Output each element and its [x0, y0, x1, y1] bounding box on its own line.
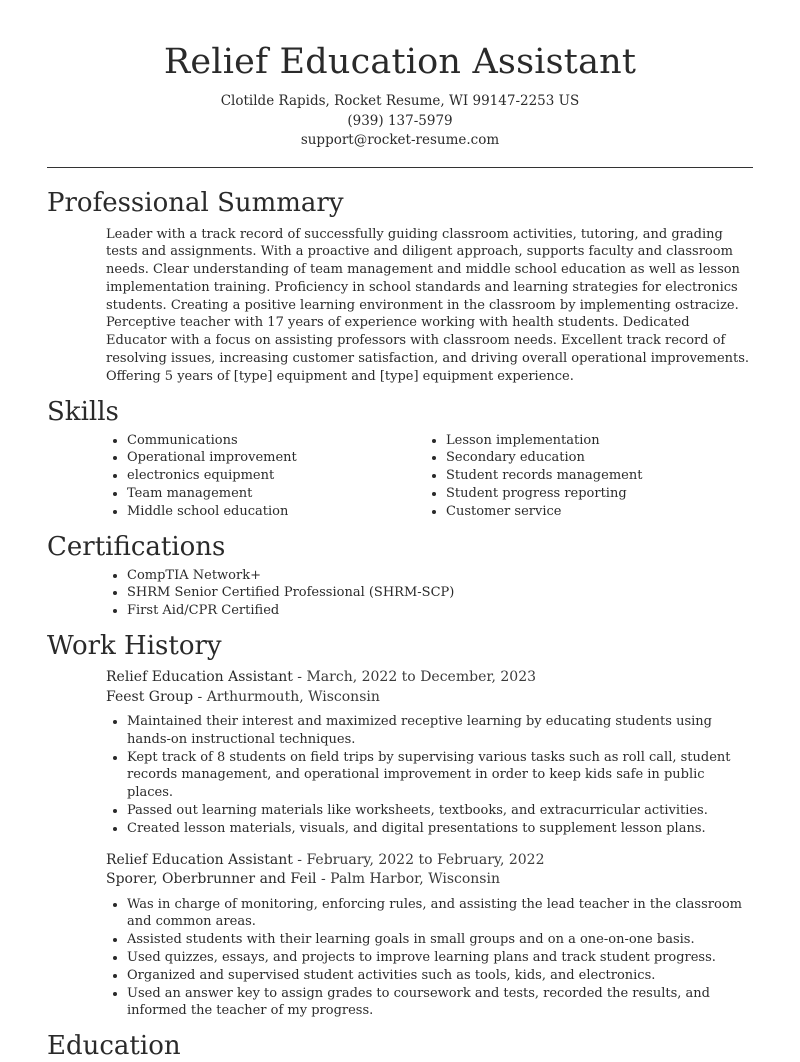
job-bullet: • Used an answer key to assign grades to coursework and tests, recorded the results, and informed the teacher of my progress. [127, 985, 753, 1021]
contact-address: Clotilde Rapids, Rocket Resume, WI 99147-2253 US [220, 93, 580, 109]
job-bullet: • Was in charge of monitoring, enforcing rules, and assisting the lead teacher in the classroom and common areas. [127, 896, 753, 932]
certifications-heading: Certifications [47, 531, 226, 562]
job-title-line [106, 851, 753, 871]
contact-phone: (939) 137-5979 [347, 112, 453, 129]
job-bullet: • Passed out learning materials like worksheets, textbooks, and extracurricular activities. [127, 802, 753, 820]
work-history-heading: Work History [47, 631, 222, 662]
job-dates: - February, 2022 to February, 2022 [292, 851, 545, 868]
header-divider [47, 167, 753, 168]
job-bullets [47, 896, 753, 1021]
job-title: Relief Education Assistant [106, 669, 293, 686]
certification-item: • CompTIA Network+ [127, 567, 753, 585]
job-bullets [47, 713, 753, 838]
job-company: Feest Group [106, 688, 194, 705]
job-dates: - March, 2022 to December, 2023 [292, 669, 537, 686]
skills-heading: Skills [47, 396, 119, 427]
job-title: Relief Education Assistant [106, 851, 293, 868]
job-bullet: • Maintained their interest and maximized receptive learning by educating students using hands-on instructional techniques. [127, 713, 753, 749]
skill-item: • electronics equipment [127, 467, 425, 485]
education-heading: Education [47, 1031, 181, 1062]
skill-item: • Operational improvement [127, 449, 425, 467]
skills-column-right [425, 432, 744, 521]
job-bullet: • Used quizzes, essays, and projects to improve learning plans and track student progress. [127, 949, 753, 967]
certification-item: • First Aid/CPR Certified [127, 602, 753, 620]
skill-item: • Student progress reporting [446, 485, 744, 503]
skill-item: • Communications [127, 432, 425, 450]
skills-column-left [106, 432, 425, 521]
skill-item: • Student records management [446, 467, 744, 485]
job-employer-line [106, 870, 753, 890]
skill-item: • Team management [127, 485, 425, 503]
job-employer-line [106, 688, 753, 708]
summary-heading: Professional Summary [47, 187, 344, 218]
job-title-line [106, 668, 753, 688]
skill-item: • Secondary education [446, 449, 744, 467]
summary-text: Leader with a track record of successfully guiding classroom activities, tutoring, and grading tests and assignments. With a proactive and diligent approach, supports faculty and classroom needs. Clear understanding of team management and middle school education as well as lesson implementation training. Proficiency in school standards and learning strategies for electronics students. Creating a positive learning environment in the classroom by implementing ostracize. Perceptive teacher with 17 years of experience working with health students. Dedicated Educator with a focus on assisting professors with classroom needs. Excellent track record of resolving issues, increasing customer satisfaction, and driving overall operational improvements. Offering 5 years of [type] equipment and [type] equipment experience. [106, 226, 750, 384]
certification-item: • SHRM Senior Certified Professional (SHRM-SCP) [127, 584, 753, 602]
job-location: - Palm Harbor, Wisconsin [316, 871, 500, 888]
skill-item: • Customer service [446, 503, 744, 521]
job-bullet: • Assisted students with their learning goals in small groups and on a one-on-one basis. [127, 931, 753, 949]
job-bullet: • Kept track of 8 students on field trips by supervising various tasks such as roll call, student records management, and operational improvement in order to keep kids safe in public places. [127, 749, 753, 802]
job-bullet: • Organized and supervised student activities such as tools, kids, and electronics. [127, 967, 753, 985]
contact-email[interactable]: support@rocket-resume.com [300, 132, 500, 148]
job-entry [47, 851, 753, 890]
certifications-list [47, 567, 753, 620]
job-location: - Arthurmouth, Wisconsin [193, 688, 380, 705]
skill-item: • Middle school education [127, 503, 425, 521]
job-company: Sporer, Oberbrunner and Feil [106, 871, 317, 888]
skills-list [47, 432, 753, 521]
job-entry [47, 668, 753, 707]
contact-block [47, 92, 753, 151]
skill-item: • Lesson implementation [446, 432, 744, 450]
job-bullet: • Created lesson materials, visuals, and digital presentations to supplement lesson plans. [127, 820, 753, 838]
resume-name: Relief Education Assistant [163, 42, 637, 82]
